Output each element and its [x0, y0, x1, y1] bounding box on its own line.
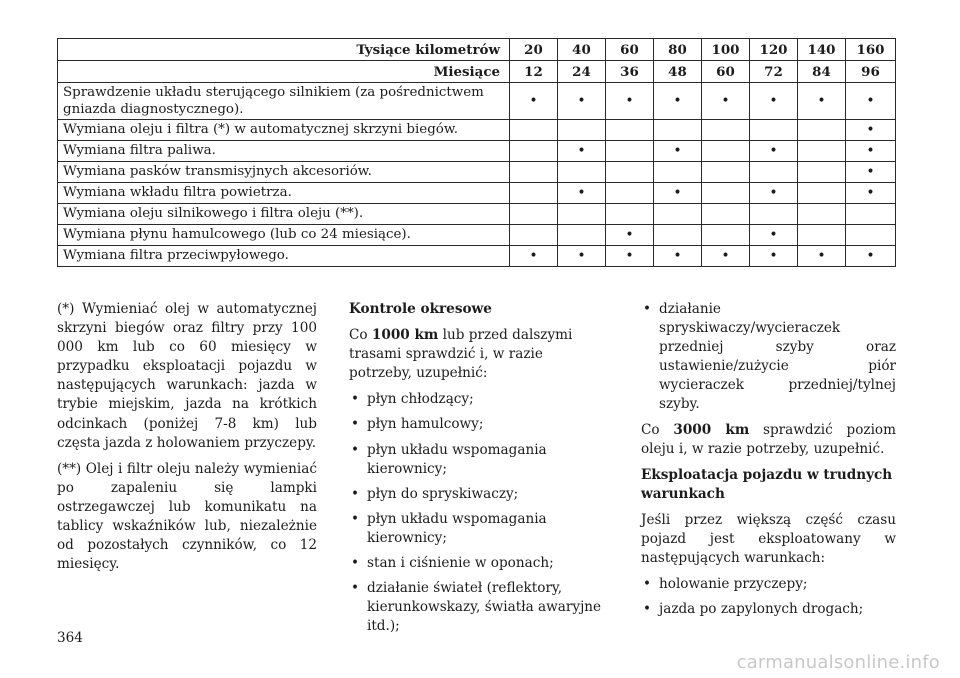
- empty-cell: [606, 204, 654, 225]
- empty-cell: [654, 120, 702, 141]
- maintenance-schedule-table: [57, 38, 896, 267]
- header-row-km: [58, 39, 896, 61]
- list-item-text: płyn chłodzący;: [367, 391, 474, 408]
- task-cell: Wymiana filtra przeciwpyłowego.: [58, 246, 510, 267]
- km-value: 100: [702, 39, 750, 61]
- page-number: 364: [57, 630, 83, 646]
- periodic-checks-intro: [349, 326, 605, 383]
- footnote-transmission: (*) Wymieniać olej w automatycznej skrzyni biegów oraz filtry przy 100 000 km lub co 60 miesięcy w przypadku eksploatacji pojazdu w następujących warunkach: jazda w trybie miejskim, jazda na krótkich odcinkach (poniżej 7-8 km) lub częsta jazda z holowaniem przyczepy.: [57, 301, 317, 451]
- empty-cell: [702, 120, 750, 141]
- table-row: [58, 204, 896, 225]
- empty-cell: [702, 141, 750, 162]
- interval-1000km: 1000 km: [371, 327, 439, 344]
- watermark-text: carmanualsonline.info: [736, 652, 940, 673]
- bullet-icon: •: [351, 580, 360, 597]
- service-mark-cell: •: [846, 246, 896, 267]
- severe-conditions-intro: Jeśli przez większą część czasu pojazd jest eksploatowany w następujących warunkach:: [641, 511, 896, 567]
- service-mark-cell: •: [750, 225, 798, 246]
- task-cell: Wymiana filtra paliwa.: [58, 141, 510, 162]
- list-item: [349, 510, 605, 548]
- service-mark-cell: •: [798, 83, 846, 120]
- service-mark-cell: •: [510, 83, 558, 120]
- paragraph-text: sprawdzić poziom oleju i, w razie potrzeby, uzupełnić.: [641, 421, 896, 457]
- empty-cell: [510, 225, 558, 246]
- service-mark-cell: •: [846, 162, 896, 183]
- list-item: [349, 390, 605, 409]
- service-mark-cell: •: [846, 141, 896, 162]
- bullet-icon: •: [351, 485, 360, 502]
- months-value: 48: [654, 61, 702, 83]
- service-mark-cell: •: [654, 246, 702, 267]
- list-item-text: płyn układu wspomagania kierownicy;: [367, 510, 547, 546]
- empty-cell: [702, 225, 750, 246]
- list-item-text: płyn układu wspomagania kierownicy;: [367, 441, 547, 477]
- periodic-checks-list: [349, 390, 605, 636]
- empty-cell: [606, 183, 654, 204]
- empty-cell: [558, 162, 606, 183]
- table-row: [58, 162, 896, 183]
- task-cell: Sprawdzenie układu sterującego silnikiem (za pośrednictwem gniazda diagnostycznego).: [58, 83, 510, 120]
- task-cell: Wymiana płynu hamulcowego (lub co 24 miesiące).: [58, 225, 510, 246]
- service-mark-cell: •: [606, 225, 654, 246]
- months-value: 96: [846, 61, 896, 83]
- bullet-icon: •: [643, 601, 652, 618]
- empty-cell: [510, 162, 558, 183]
- empty-cell: [654, 204, 702, 225]
- empty-cell: [558, 204, 606, 225]
- empty-cell: [558, 120, 606, 141]
- list-item-text: płyn hamulcowy;: [367, 416, 484, 433]
- km-header-label: Tysiące kilometrów: [58, 39, 510, 61]
- service-mark-cell: •: [606, 246, 654, 267]
- task-cell: Wymiana pasków transmisyjnych akcesoriów.: [58, 162, 510, 183]
- list-item-text: jazda po zapylonych drogach;: [659, 601, 864, 618]
- continued-list: [641, 300, 896, 415]
- service-mark-cell: •: [654, 141, 702, 162]
- periodic-checks-column: [349, 300, 605, 642]
- km-value: 60: [606, 39, 654, 61]
- list-item: [349, 441, 605, 479]
- empty-cell: [510, 120, 558, 141]
- km-value: 40: [558, 39, 606, 61]
- service-mark-cell: •: [702, 83, 750, 120]
- list-item: [641, 600, 896, 619]
- list-item: [641, 575, 896, 594]
- months-value: 12: [510, 61, 558, 83]
- list-item: [349, 579, 605, 636]
- service-mark-cell: •: [750, 141, 798, 162]
- table-row: [58, 141, 896, 162]
- service-mark-cell: •: [846, 120, 896, 141]
- service-mark-cell: •: [702, 246, 750, 267]
- table-row: [58, 225, 896, 246]
- task-cell: Wymiana wkładu filtra powietrza.: [58, 183, 510, 204]
- empty-cell: [558, 225, 606, 246]
- empty-cell: [702, 162, 750, 183]
- empty-cell: [846, 225, 896, 246]
- service-mark-cell: •: [654, 183, 702, 204]
- table-row: [58, 183, 896, 204]
- empty-cell: [510, 204, 558, 225]
- oil-check-paragraph: [641, 421, 896, 459]
- bullet-icon: •: [351, 510, 360, 527]
- empty-cell: [702, 204, 750, 225]
- km-value: 140: [798, 39, 846, 61]
- intro-text: Co: [349, 327, 372, 344]
- task-cell: Wymiana oleju silnikowego i filtra oleju (**).: [58, 204, 510, 225]
- bullet-icon: •: [643, 301, 652, 317]
- list-item: [641, 300, 896, 415]
- service-mark-cell: •: [606, 83, 654, 120]
- footnote-engine-oil: (**) Olej i filtr oleju należy wymieniać po zapaleniu się lampki ostrzegawczej lub komunikatu na tablicy wskaźników lub, niezależnie od pozostałych czynników, co 12 miesięcy.: [57, 460, 317, 573]
- empty-cell: [798, 162, 846, 183]
- periodic-checks-heading: Kontrole okresowe: [349, 301, 492, 317]
- list-item-text: działanie świateł (reflektory, kierunkowskazy, światła awaryjne itd.);: [367, 580, 602, 635]
- empty-cell: [798, 120, 846, 141]
- empty-cell: [798, 183, 846, 204]
- schedule-rows: [58, 83, 896, 267]
- bullet-icon: •: [351, 391, 360, 408]
- table-row: [58, 120, 896, 141]
- list-item-text: stan i ciśnienie w oponach;: [367, 555, 554, 572]
- empty-cell: [798, 141, 846, 162]
- empty-cell: [606, 141, 654, 162]
- severe-conditions-heading: Eksploatacja pojazdu w trudnych warunkach: [641, 466, 893, 502]
- service-mark-cell: •: [846, 83, 896, 120]
- header-row-months: [58, 61, 896, 83]
- empty-cell: [750, 204, 798, 225]
- severe-conditions-list: [641, 575, 896, 619]
- empty-cell: [798, 225, 846, 246]
- empty-cell: [750, 120, 798, 141]
- table-row: [58, 83, 896, 120]
- bullet-icon: •: [351, 416, 360, 433]
- months-header-label: Miesiące: [58, 61, 510, 83]
- empty-cell: [846, 204, 896, 225]
- service-mark-cell: •: [558, 83, 606, 120]
- list-item-text: działanie spryskiwaczy/wycieraczek przedniej szyby oraz ustawienie/zużycie piór wycieraczek przedniej/tylnej szyby.: [659, 301, 896, 413]
- interval-3000km: 3000 km: [673, 421, 750, 438]
- service-mark-cell: •: [558, 141, 606, 162]
- bullet-icon: •: [351, 555, 360, 572]
- service-mark-cell: •: [798, 246, 846, 267]
- task-cell: Wymiana oleju i filtra (*) w automatycznej skrzyni biegów.: [58, 120, 510, 141]
- list-item-text: płyn do spryskiwaczy;: [367, 485, 519, 502]
- paragraph-text: Co: [641, 421, 674, 438]
- list-item-text: holowanie przyczepy;: [659, 576, 808, 593]
- empty-cell: [750, 162, 798, 183]
- km-value: 20: [510, 39, 558, 61]
- empty-cell: [654, 162, 702, 183]
- empty-cell: [702, 183, 750, 204]
- empty-cell: [510, 141, 558, 162]
- months-value: 24: [558, 61, 606, 83]
- service-mark-cell: •: [510, 246, 558, 267]
- empty-cell: [654, 225, 702, 246]
- km-value: 160: [846, 39, 896, 61]
- empty-cell: [798, 204, 846, 225]
- months-value: 72: [750, 61, 798, 83]
- service-mark-cell: •: [846, 183, 896, 204]
- footnotes-column: [57, 300, 317, 581]
- service-mark-cell: •: [654, 83, 702, 120]
- months-value: 60: [702, 61, 750, 83]
- empty-cell: [510, 183, 558, 204]
- service-mark-cell: •: [558, 183, 606, 204]
- service-mark-cell: •: [750, 183, 798, 204]
- intro-text: lub przed dalszymi trasami sprawdzić i, w razie potrzeby, uzupełnić:: [349, 327, 573, 382]
- table-row: [58, 246, 896, 267]
- months-value: 84: [798, 61, 846, 83]
- km-value: 120: [750, 39, 798, 61]
- months-value: 36: [606, 61, 654, 83]
- service-mark-cell: •: [750, 246, 798, 267]
- bullet-icon: •: [643, 576, 652, 593]
- km-value: 80: [654, 39, 702, 61]
- bullet-icon: •: [351, 441, 360, 458]
- service-mark-cell: •: [750, 83, 798, 120]
- empty-cell: [606, 120, 654, 141]
- severe-conditions-column: [641, 300, 896, 625]
- list-item: [349, 554, 605, 573]
- empty-cell: [606, 162, 654, 183]
- list-item: [349, 415, 605, 434]
- list-item: [349, 485, 605, 504]
- service-mark-cell: •: [558, 246, 606, 267]
